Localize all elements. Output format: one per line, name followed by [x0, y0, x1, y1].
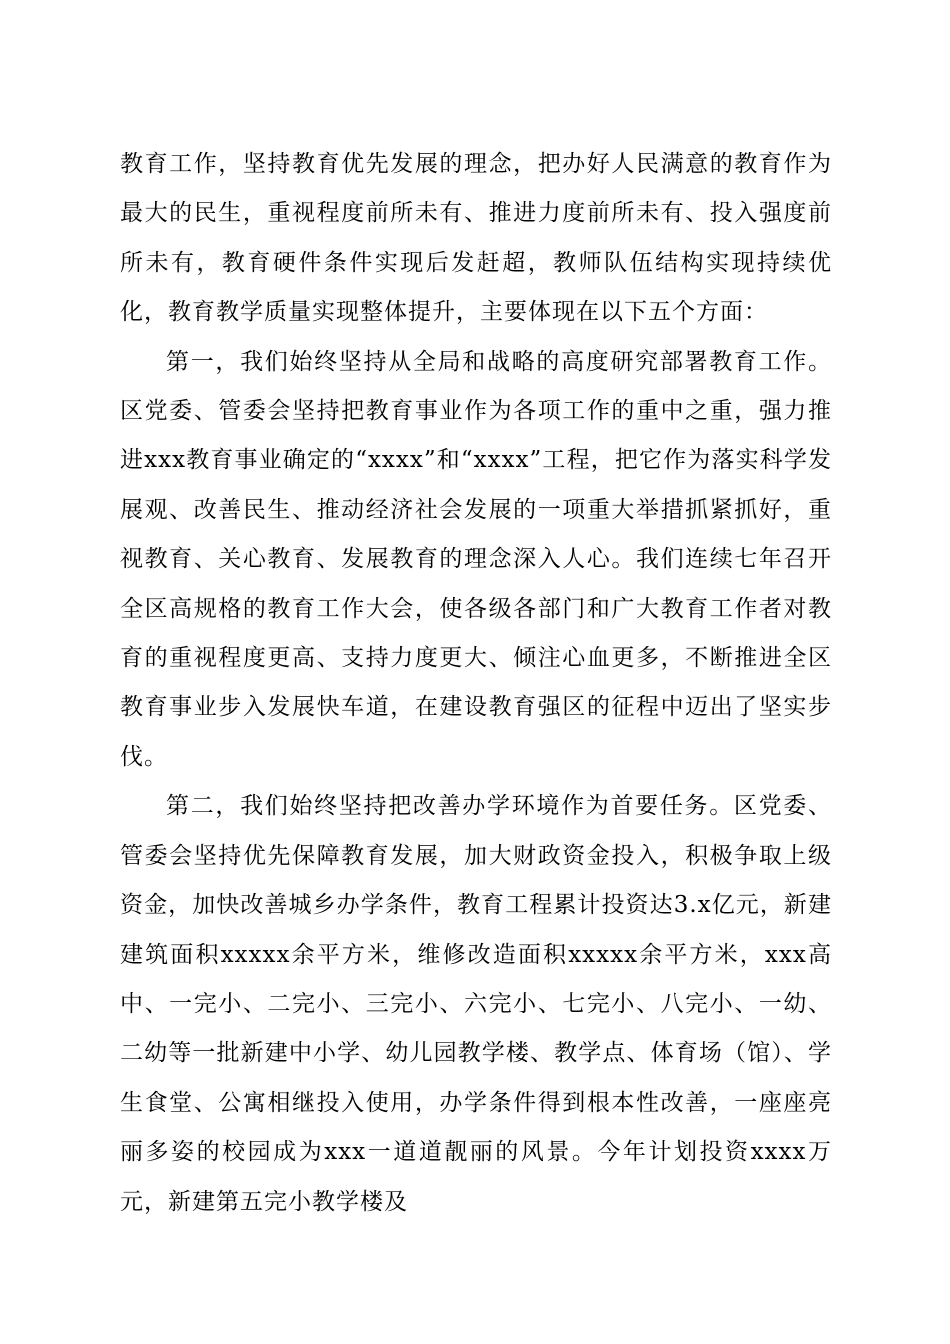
paragraph-second-point: 第二，我们始终坚持把改善办学环境作为首要任务。区党委、管委会坚持优先保障教育发展，加大财政资金投入，积极争取上级资金，加快改善城乡办学条件，教育工程累计投资达3.x亿元，新建建筑面积xxxxx余平方米，维修改造面积xxxxx余平方米，xxx高中、一完小、二完小、三完小、六完小、七完小、八完小、一幼、二幼等一批新建中小学、幼儿园教学楼、教学点、体育场（馆）、学生食堂、公寓相继投入使用，办学条件得到根本性改善，一座座亮丽多姿的校园成为xxx一道道靓丽的风景。今年计划投资xxxx万元，新建第五完小教学楼及: [120, 793, 832, 1215]
paragraph-first-point: 第一，我们始终坚持从全局和战略的高度研究部署教育工作。区党委、管委会坚持把教育事业作为各项工作的重中之重，强力推进xxx教育事业确定的“xxxx”和“xxxx”工程，把它作为落实科学发展观、改善民生、推动经济社会发展的一项重大举措抓紧抓好，重视教育、关心教育、发展教育的理念深入人心。我们连续七年召开全区高规格的教育工作大会，使各级各部门和广大教育工作者对教育的重视程度更高、支持力度更大、倾注心血更多，不断推进全区教育事业步入发展快车道，在建设教育强区的征程中迈出了坚实步伐。: [120, 348, 832, 770]
paragraph-intro: 教育工作，坚持教育优先发展的理念，把办好人民满意的教育作为最大的民生，重视程度前所未有、推进力度前所未有、投入强度前所未有，教育硬件条件实现后发赶超，教师队伍结构实现持续优化，教育教学质量实现整体提升，主要体现在以下五个方面：: [120, 151, 832, 326]
document-body: [120, 140, 832, 1227]
